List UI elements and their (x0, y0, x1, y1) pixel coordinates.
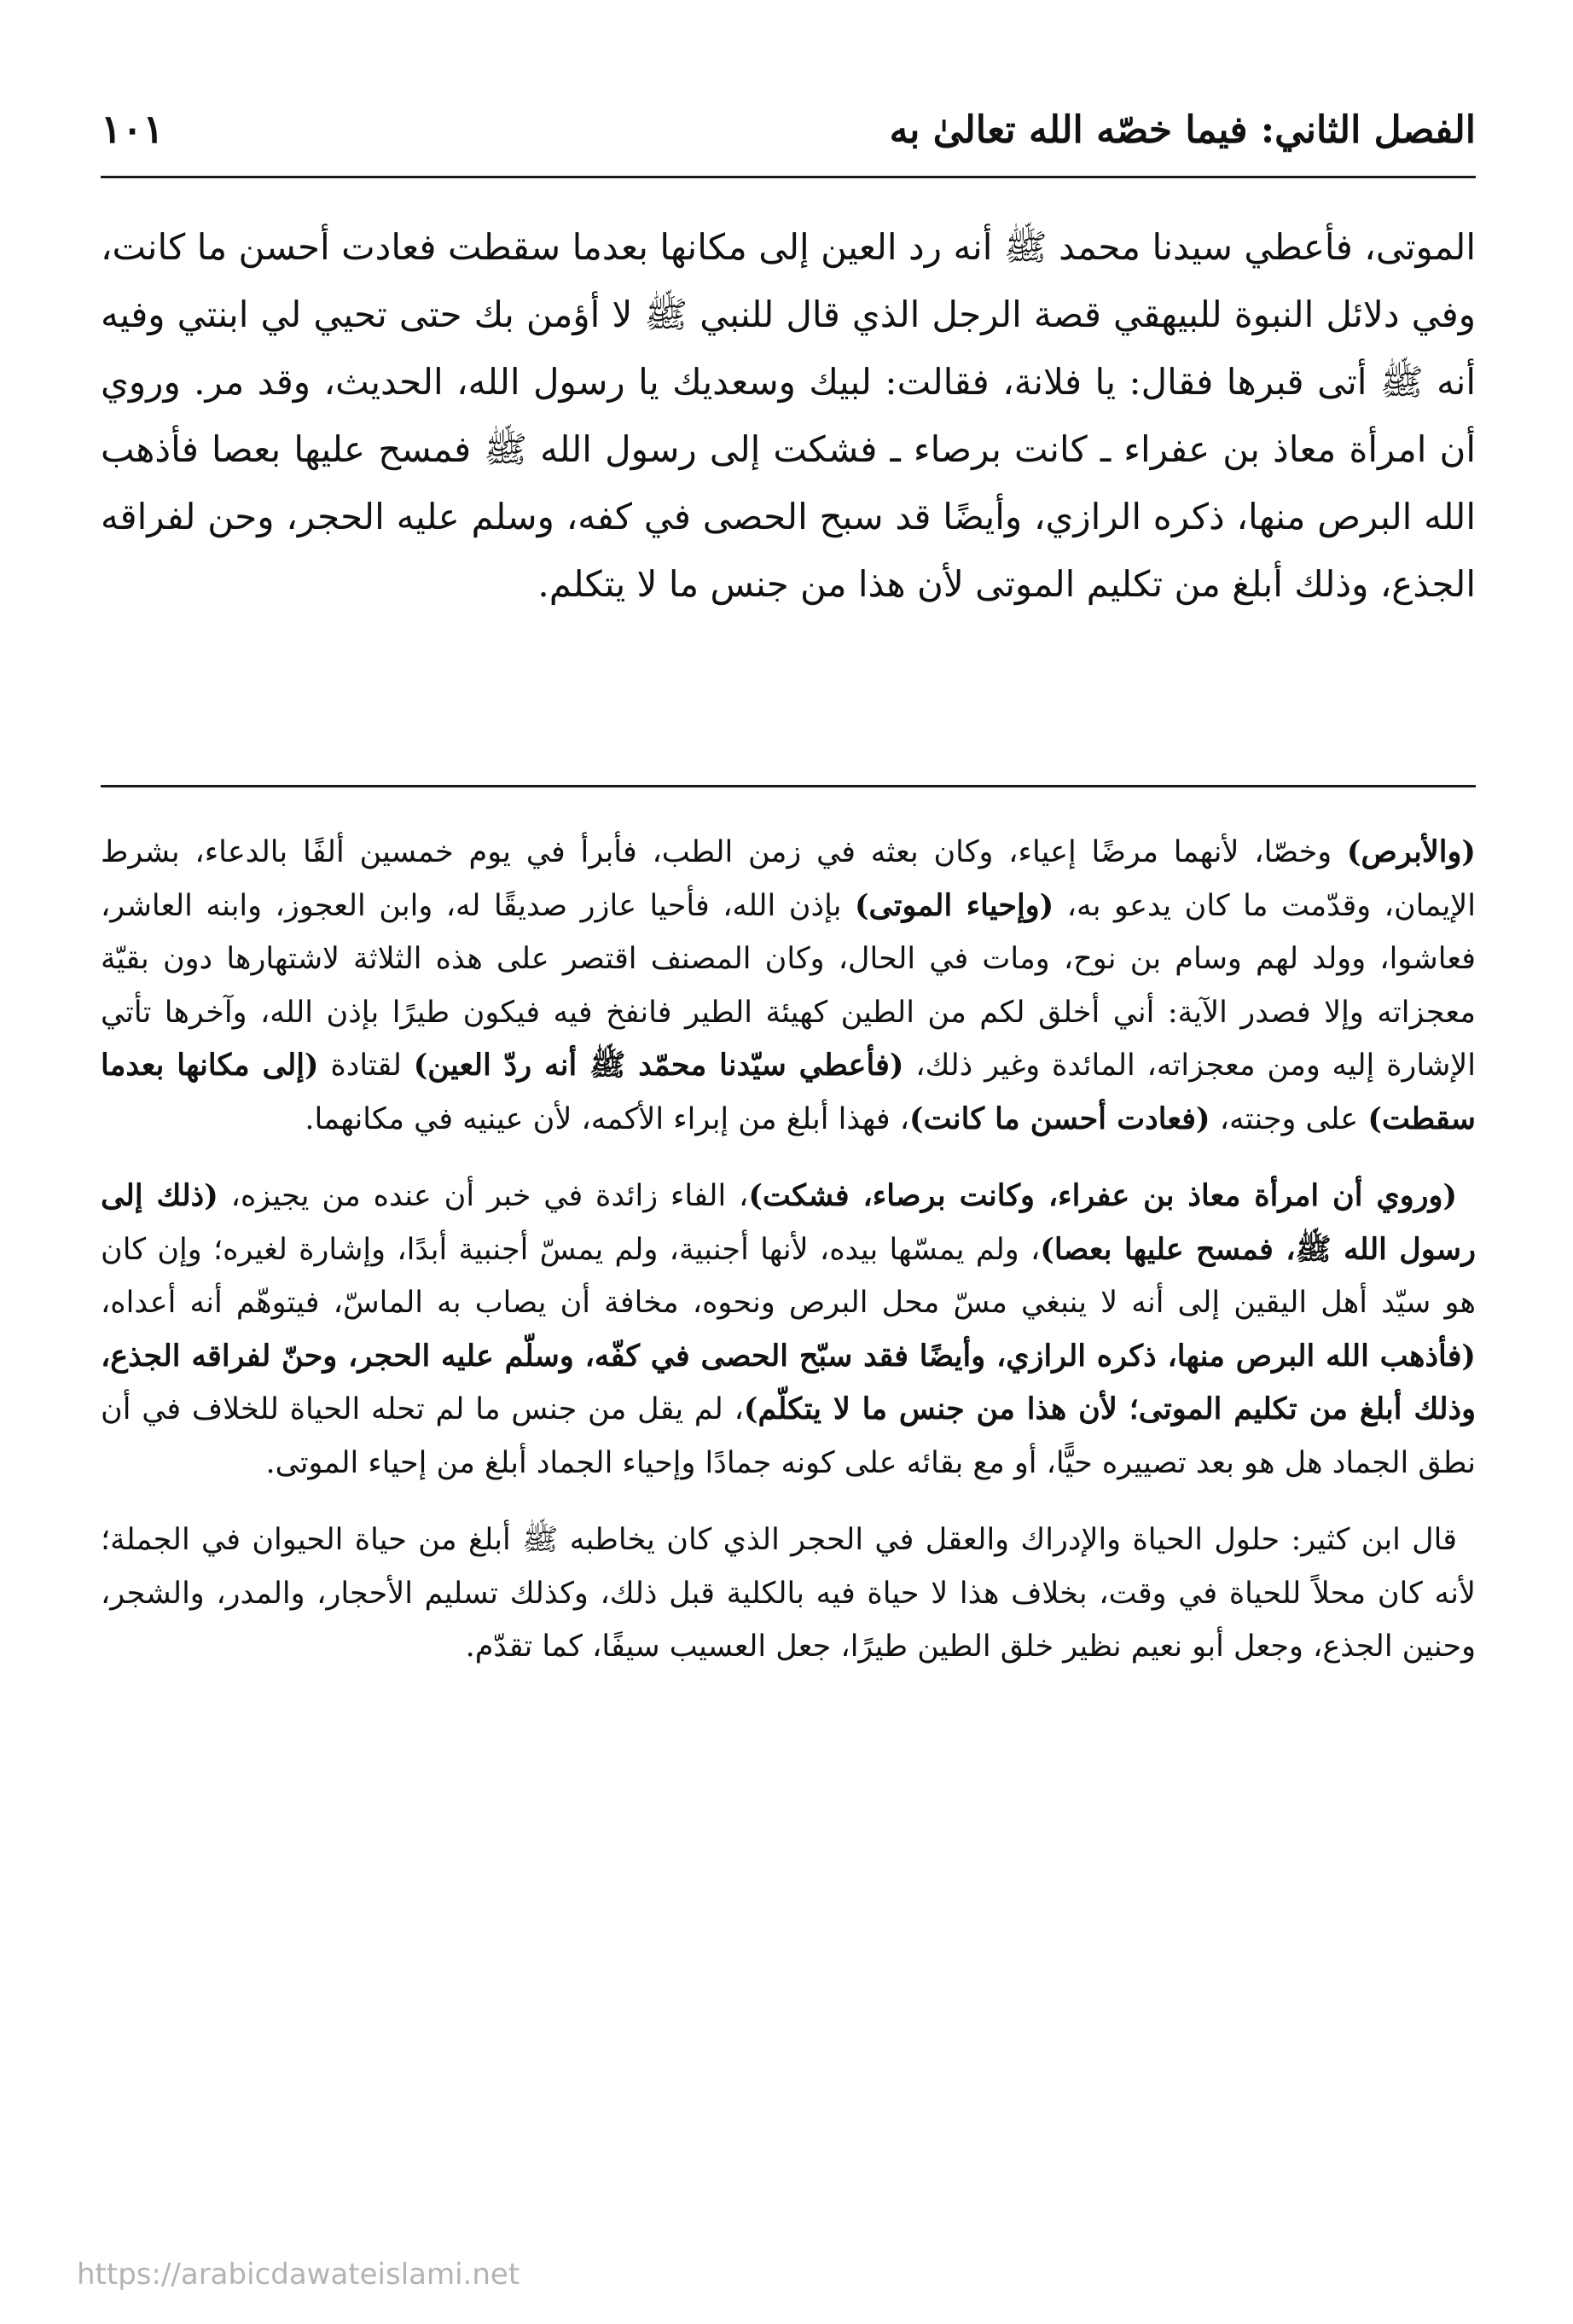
quoted-matn-run: (إلى مكانها بعدما سقطت) (101, 1048, 1476, 1136)
commentary-paragraph-3 (101, 1514, 1476, 1674)
commentary-run: ، فهذا أبلغ من إبراء الأكمه، لأن عينيه في مكانهما. (305, 1101, 909, 1136)
commentary-run: بإذن الله، فأحيا عازر صديقًا له، وابن العجوز، وابنه العاشر، فعاشوا، وولد لهم وسام بن نوح، ومات في الحال، وكان المصنف اقتصر على هذه الثلاثة لاشتهارها دون بقيّة معجزاته وإلا فصدر الآية: أني أخلق لكم من الطين كهيئة الطير فانفخ فيه فيكون طيرًا بإذن الله، وآخرها تأتي الإشارة إليه ومن معجزاته، المائدة وغير ذلك، (101, 888, 1476, 1083)
main-text: الموتى، فأعطي سيدنا محمد ﷺ أنه رد العين إلى مكانها بعدما سقطت فعادت أحسن ما كانت، وفي دلائل النبوة للبيهقي قصة الرجل الذي قال للنبي ﷺ لا أؤمن بك حتى تحيي لي ابنتي وفيه أنه ﷺ أتى قبرها فقال: يا فلانة، فقالت: لبيك وسعديك يا رسول الله، الحديث، وقد مر. وروي أن امرأة معاذ بن عفراء ـ كانت برصاء ـ فشكت إلى رسول الله ﷺ فمسح عليها بعصا فأذهب الله البرص منها، ذكره الرازي، وأيضًا قد سبح الحصى في كفه، وسلم عليه الحجر، وحن لفراقه الجذع، وذلك أبلغ من تكليم الموتى لأن هذا من جنس ما لا يتكلم. (101, 226, 1476, 605)
commentary-run: ، الفاء زائدة في خبر أن عنده من يجيزه، (218, 1179, 749, 1213)
quoted-matn-run: (فعادت أحسن ما كانت) (909, 1101, 1210, 1136)
header-divider (101, 176, 1476, 178)
commentary-run: ، ولم يمسّها بيده، لأنها أجنبية، ولم يمسّ أجنبية أبدًا، وإشارة لغيره؛ وإن كان هو سيّد أهل اليقين إلى أنه لا ينبغي مسّ محل البرص ونحوه، مخافة أن يصاب به الماسّ، فيتوهّم أنه أعداه، (101, 1232, 1476, 1320)
quoted-matn-run: (فأذهب الله البرص منها، ذكره الرازي، وأيضًا فقد سبّح الحصى في كفّه، وسلّم عليه الحجر، وحنّ لفراقه الجذع، وذلك أبلغ من تكليم الموتى؛ لأن هذا من جنس ما لا يتكلّم) (101, 1338, 1476, 1426)
page-number: ١٠١ (101, 106, 165, 152)
watermark-url: https://arabicdawateislami.net (77, 2257, 520, 2292)
commentary-paragraph-1 (101, 826, 1476, 1146)
quoted-matn-run: (وروي أن امرأة معاذ بن عفراء، وكانت برصاء، فشكت) (748, 1178, 1458, 1213)
commentary-divider (101, 785, 1476, 787)
chapter-title: الفصل الثاني: فيما خصّه الله تعالىٰ به (889, 108, 1476, 152)
quoted-matn-run: (وإحياء الموتى) (854, 887, 1054, 923)
page-header (101, 101, 1476, 152)
commentary-run: لقتادة (318, 1049, 414, 1083)
commentary-paragraph-2 (101, 1170, 1476, 1490)
commentary-run: قال ابن كثير: حلول الحياة والإدراك والعقل في الحجر الذي كان يخاطبه ﷺ أبلغ من حياة الحيوان في الجملة؛ لأنه كان محلاً للحياة في وقت، بخلاف هذا لا حياة فيه بالكلية قبل ذلك، وكذلك تسليم الأحجار، والمدر، والشجر، وحنين الجذع، وجعل أبو نعيم نظير خلق الطين طيرًا، جعل العسيب سيفًا، كما تقدّم. (101, 1523, 1476, 1664)
quoted-matn-run: (فأعطي سيّدنا محمّد ﷺ أنه ردّ العين) (413, 1048, 904, 1083)
commentary-run: على وجنته، (1210, 1101, 1368, 1136)
commentary-run: ، لم يقل من جنس ما لم تحله الحياة للخلاف في أن نطق الجماد هل هو بعد تصييره حيًّا، أو مع بقائه على كونه جمادًا وإحياء الجماد أبلغ من إحياء الموتى. (101, 1392, 1476, 1480)
quoted-matn-run: (والأبرص) (1346, 834, 1476, 869)
commentary-run: وخصّا، لأنهما مرضًا إعياء، وكان بعثه في زمن الطب، فأبرأ في يوم خمسين ألفًا بالدعاء، بشرط الإيمان، وقدّمت ما كان يدعو به، (101, 835, 1476, 923)
commentary (101, 826, 1476, 1698)
quoted-matn-run: (ذلك إلى رسول الله ﷺ، فمسح عليها بعصا) (101, 1178, 1477, 1267)
